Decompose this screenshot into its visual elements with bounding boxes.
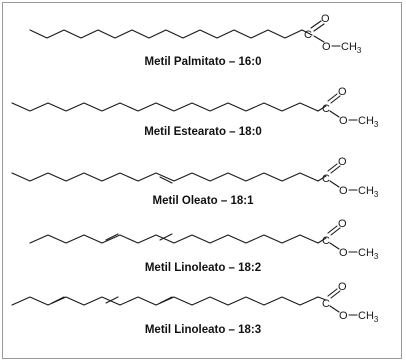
ester-oxygen-label: O [339, 115, 348, 127]
molecule-methyl-linoleate [30, 218, 379, 261]
ester-oxygen-label: O [339, 185, 348, 197]
carbon-label: C [322, 298, 330, 310]
caption-methyl-palmitate: Metil Palmitato – 16:0 [144, 56, 262, 68]
oxygen-label: O [338, 86, 347, 98]
carbon-label: C [322, 235, 330, 247]
caption-methyl-stearate: Metil Estearato – 18:0 [144, 126, 262, 138]
oxygen-label: O [338, 156, 347, 168]
ester-oxygen-bond [330, 111, 339, 117]
methyl-label: $CH_3$ [358, 310, 379, 324]
molecule-methyl-stearate [12, 86, 379, 129]
oxygen-label: O [321, 13, 330, 25]
ester-oxygen-bond [330, 243, 339, 249]
caption-methyl-oleate: Metil Oleato – 18:1 [152, 195, 254, 207]
carbon-label: C [322, 103, 330, 115]
methyl-label: $CH_3$ [341, 41, 362, 55]
cis-double-bond [52, 297, 64, 303]
ester-oxygen-label: O [339, 247, 348, 259]
carbon-chain [30, 235, 318, 243]
oxygen-label: O [338, 281, 347, 293]
methyl-label: $CH_3$ [358, 185, 379, 199]
carbon-chain [12, 103, 318, 111]
molecule-methyl-oleate [12, 156, 379, 199]
methyl-label: $CH_3$ [358, 247, 379, 261]
molecule-methyl-linolenate [12, 281, 379, 324]
cis-double-bond [160, 297, 172, 303]
ester-oxygen-label: O [339, 310, 348, 322]
methyl-label: $CH_3$ [358, 115, 379, 129]
ester-oxygen-bond [330, 306, 339, 312]
caption-methyl-linoleate-18-2: Metil Linoleato – 18:2 [144, 262, 262, 274]
carbon-label: C [304, 29, 312, 41]
ester-oxygen-bond [330, 181, 339, 187]
ester-oxygen-label: O [322, 41, 331, 53]
oxygen-label: O [338, 218, 347, 230]
carbon-chain [30, 30, 302, 38]
carbon-label: C [322, 173, 330, 185]
caption-methyl-linoleate-18-3: Metil Linoleato – 18:3 [144, 324, 262, 336]
molecule-methyl-palmitate [30, 13, 362, 55]
